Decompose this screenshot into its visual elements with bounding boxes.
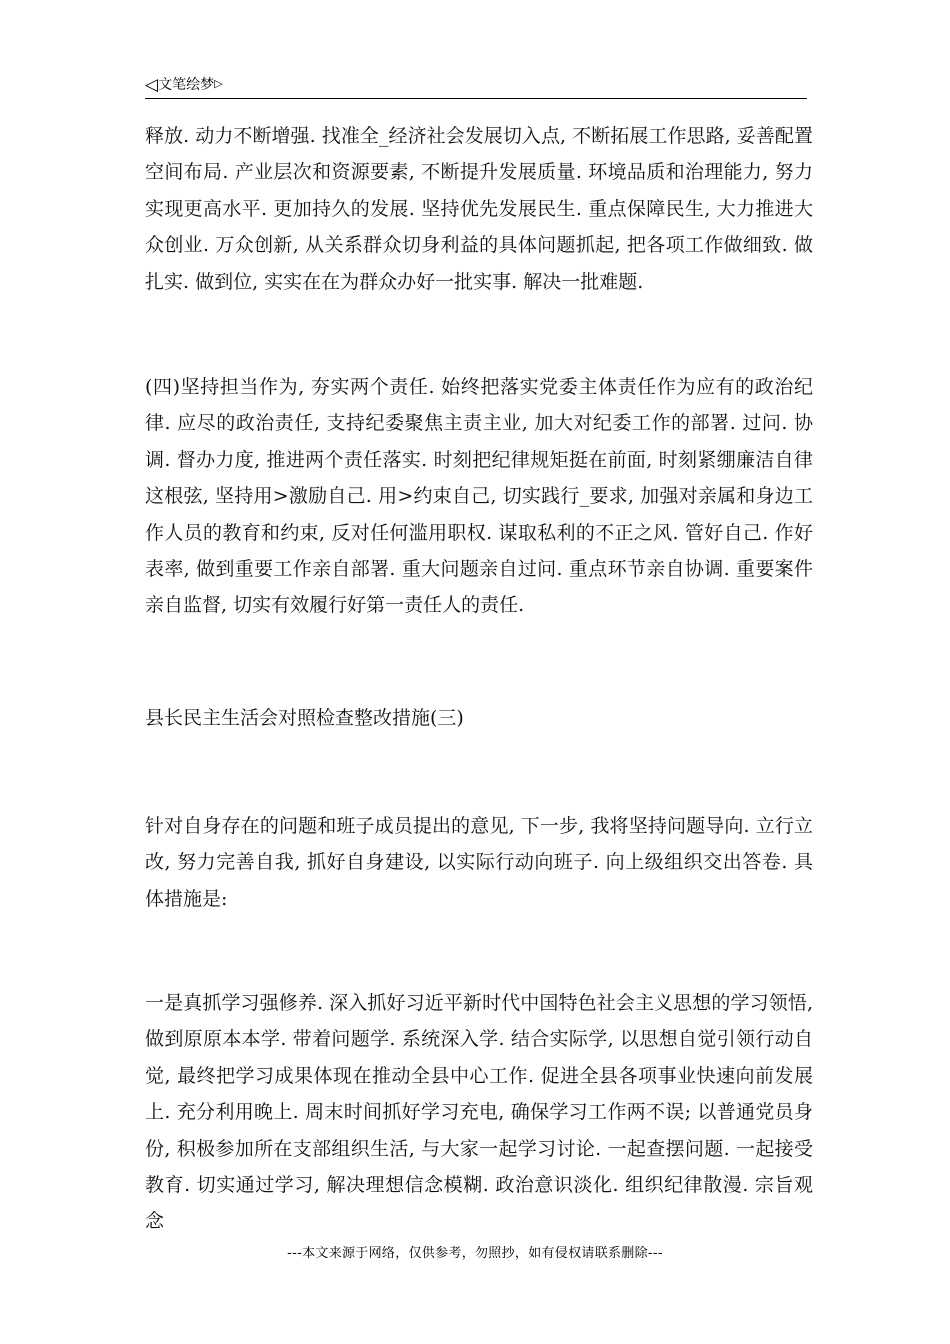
page-header — [145, 72, 807, 99]
triangle-left-icon: ◁ — [145, 75, 159, 95]
paragraph-4: 一是真抓学习强修养. 深入抓好习近平新时代中国特色社会主义思想的学习领悟, 做到原原本本学. 带着问题学. 系统深入学. 结合实际学, 以思想自觉引领行动自觉, 最终把学习成果体现在推动全县中心工作. 促进全县各项事业快速向前发展上. 充分利用晚上. 周末时间抓好学习充电, 确保学习工作两不误; 以普通党员身份, 积极参加所在支部组织生活, 与大家一起学习讨论. 一起查摆问题. 一起接受教育. 切实通过学习, 解决理想信念模糊. 政治意识淡化. 组织纪律散漫. 宗旨观念 — [145, 992, 813, 1233]
triangle-right-icon: ▷ — [214, 77, 223, 90]
brand-name: 文笔绘梦 — [158, 77, 215, 93]
paragraph-1: 释放. 动力不断增强. 找准全_经济社会发展切入点, 不断拓展工作思路, 妥善配置空间布局. 产业层次和资源要素, 不断提升发展质量. 环境品质和治理能力, 努力实现更高水平. 更加持久的发展. 坚持优先发展民生. 重点保障民生, 大力推进大众创业. 万众创新, 从关系群众切身利益的具体问题抓起, 把各项工作做细致. 做扎实. 做到位, 实实在在为群众办好一批实事. 解决一批难题. — [145, 125, 813, 293]
paragraph-2: (四)坚持担当作为, 夯实两个责任. 始终把落实党委主体责任作为应有的政治纪律. 应尽的政治责任, 支持纪委聚焦主责主业, 加大对纪委工作的部署. 过问. 协调. 督办力度, 推进两个责任落实. 时刻把纪律规矩挺在前面, 时刻紧绷廉洁自律这根弦, 坚持用>激励自己. 用>约束自己, 切实践行_要求, 加强对亲属和身边工作人员的教育和约束, 反对任何滥用职权. 谋取私利的不正之风. 管好自己. 作好表率, 做到重要工作亲自部署. 重大问题亲自过问. 重点环节亲自协调. 重要案件亲自监督, 切实有效履行好第一责任人的责任. — [145, 376, 813, 617]
section-heading: 县长民主生活会对照检查整改措施(三) — [145, 707, 464, 729]
brand-logo — [145, 72, 223, 97]
footer-disclaimer: ---本文来源于网络，仅供参考，勿照抄，如有侵权请联系删除--- — [287, 1246, 663, 1261]
paragraph-3: 针对自身存在的问题和班子成员提出的意见, 下一步, 我将坚持问题导向. 立行立改, 努力完善自我, 抓好自身建设, 以实际行动向班子. 向上级组织交出答卷. 具体措施是: — [145, 815, 813, 910]
